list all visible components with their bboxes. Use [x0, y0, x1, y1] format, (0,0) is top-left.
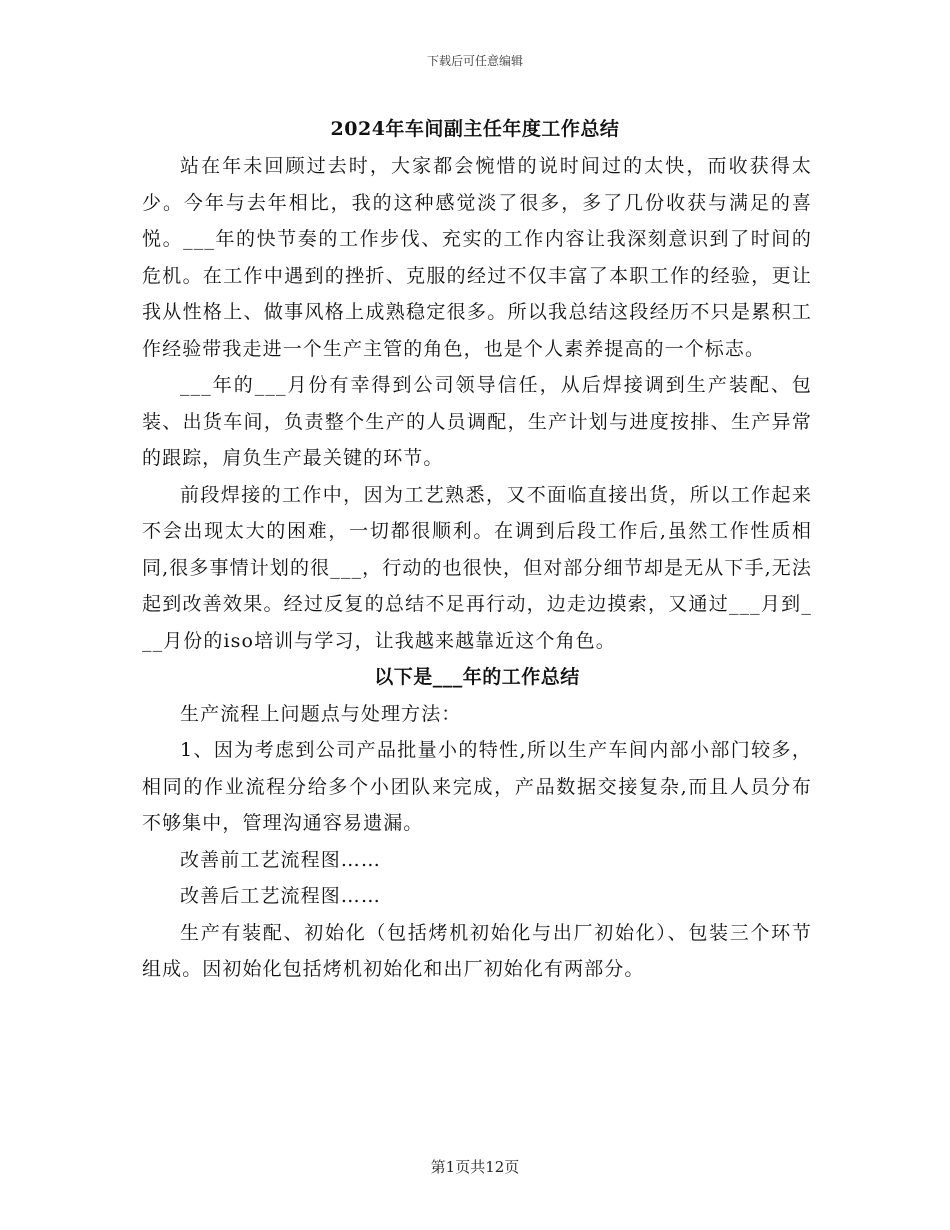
paragraph-summary-3: 改善前工艺流程图……: [180, 848, 382, 871]
paragraph-summary-4: 改善后工艺流程图……: [180, 885, 382, 907]
paragraph-summary-5: 生产有装配、初始化（包括烤机初始化与出厂初始化）、包装三个环节组成。因初始化包括烤机初始化和出厂初始化有两部分。: [142, 921, 812, 980]
document-body: [142, 148, 812, 988]
document-title: 2024年车间副主任年度工作总结: [330, 118, 620, 140]
paragraph-intro-1: 站在年未回顾过去时，大家都会惋惜的说时间过的太快，而收获得太少。今年与去年相比，我的这种感觉淡了很多，多了几份收获与满足的喜悦。___年的快节奏的工作步伐、充实的工作内容让我深刻意识到了时间的危机。在工作中遇到的挫折、克服的经过不仅丰富了本职工作的经验，更让我从性格上、做事风格上成熟稳定很多。所以我总结这段经历不只是累积工作经验带我走进一个生产主管的角色，也是个人素养提高的一个标志。: [142, 155, 812, 360]
paragraph-intro-2: ___年的___月份有幸得到公司领导信任，从后焊接调到生产装配、包装、出货车间，负责整个生产的人员调配，生产计划与进度按排、生产异常的跟踪，肩负生产最关键的环节。: [142, 374, 812, 469]
section-heading: 以下是___年的工作总结: [374, 666, 580, 688]
paragraph-summary-1: 生产流程上问题点与处理方法：: [180, 702, 462, 725]
paragraph-summary-2: 1、因为考虑到公司产品批量小的特性,所以生产车间内部小部门较多，相同的作业流程分给多个小团队来完成，产品数据交接复杂,而且人员分布不够集中，管理沟通容易遗漏。: [142, 739, 812, 834]
paragraph-intro-3: 前段焊接的工作中，因为工艺熟悉，又不面临直接出货，所以工作起来不会出现太大的困难，一切都很顺利。在调到后段工作后,虽然工作性质相同,很多事情计划的很___，行动的也很快，但对部分细节却是无从下手,无法起到改善效果。经过反复的总结不足再行动，边走边摸索，又通过___月到___月份的iso培训与学习，让我越来越靠近这个角色。: [142, 483, 812, 652]
page-number: 第1页共12页: [430, 1158, 520, 1176]
header-note: 下载后可任意编辑: [426, 54, 523, 68]
